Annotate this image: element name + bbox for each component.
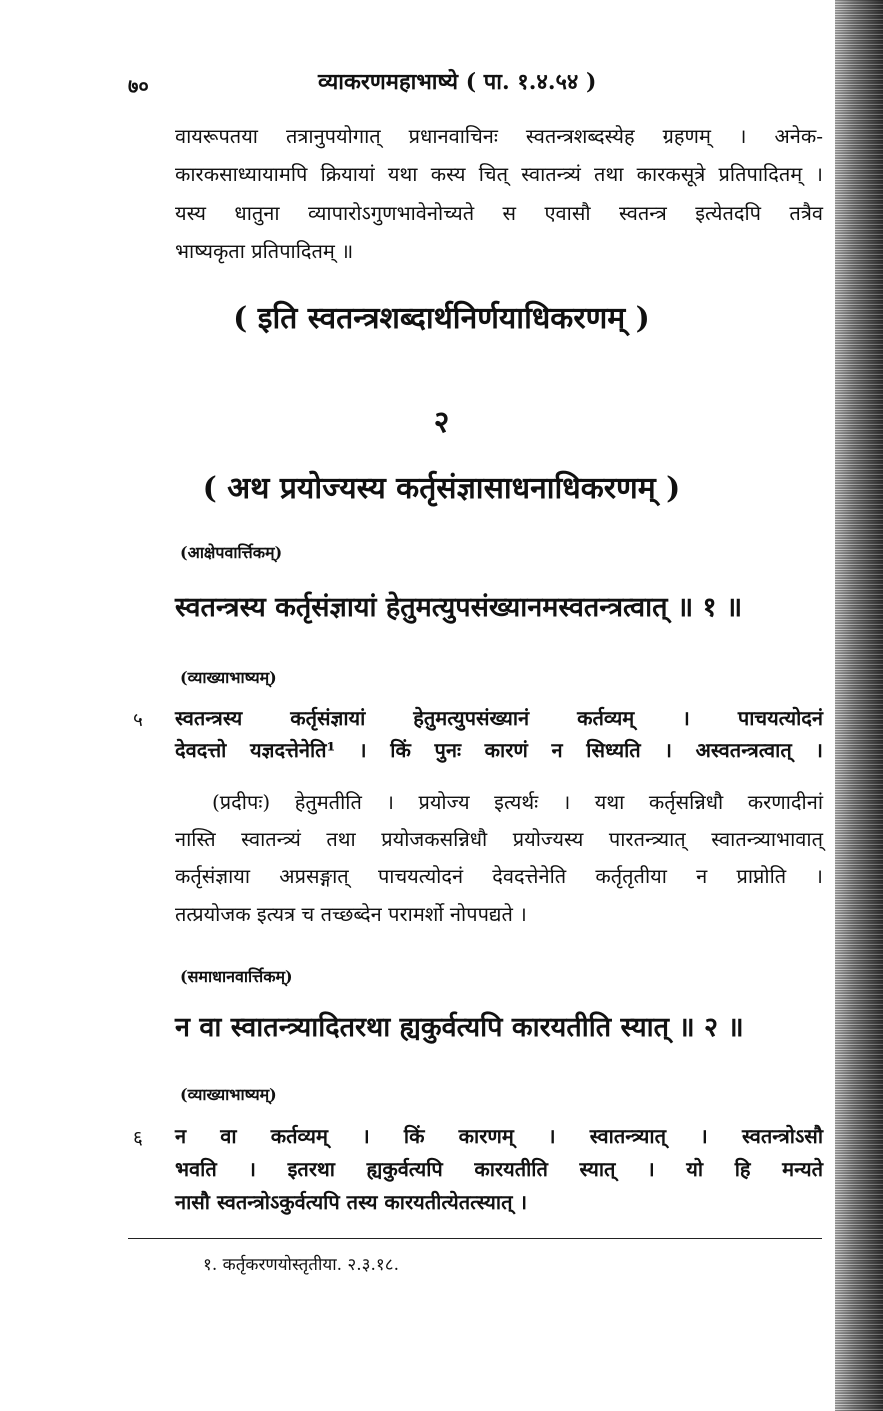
akshepa-label: (आक्षेपवार्त्तिकम्) [180,543,283,562]
bhashya-2-number: ६ [133,1127,143,1149]
bhashya-line: स्वतन्त्रस्य कर्तृसंज्ञायां हेतुमत्युपसंख्यानं कर्तव्यम् । पाचयत्योदनं [175,706,823,730]
intro-line: कारकसाध्यायामपि क्रियायां यथा कस्य चित् स्वातन्त्र्यं तथा कारकसूत्रे प्रतिपादितम् । [175,162,823,186]
bhashya-line: देवदत्तो यज्ञदत्तेनेति¹ । किं पुनः कारणं न सिध्यति । अस्वतन्त्रत्वात् । [175,738,823,762]
intro-line: यस्य धातुना व्यापारोऽगुणभावेनोच्यते स एवासौ स्वतन्त्र इत्येतदपि तत्रैव [175,201,823,225]
vartika-2: न वा स्वातन्त्र्यादितरथा ह्यकुर्वत्यपि कारयतीति स्यात् ॥ २ ॥ [175,1012,744,1043]
pradipa-line: तत्प्रयोजक इत्यत्र च तच्छब्देन परामर्शो नोपपद्यते । [175,902,527,926]
pradipa-line: कर्तृसंज्ञाया अप्रसङ्गात् पाचयत्योदनं देवदत्तेनेति कर्तृतृतीया न प्राप्नोति । [175,864,823,888]
footnote-rule [128,1238,822,1239]
pradipa-line: नास्ति स्वातन्त्र्यं तथा प्रयोजकसन्निधौ प्रयोज्यस्य पारतन्त्र्यात् स्वातन्त्र्याभावात् [175,827,823,851]
bhashya-line: भवति । इतरथा ह्यकुर्वत्यपि कारयतीति स्यात् । यो हि मन्यते [175,1157,823,1181]
section-title: ( अथ प्रयोज्यस्य कर्तृसंज्ञासाधनाधिकरणम् ) [202,471,681,506]
footnote: १. कर्तृकरणयोस्तृतीया. २.३.१८. [203,1255,399,1275]
page-edge-shadow [835,0,883,1411]
vyakhya-label-1: (व्याख्याभाष्यम्) [180,668,277,687]
vyakhya-label-2: (व्याख्याभाष्यम्) [180,1085,277,1104]
section-number: २ [433,405,450,440]
intro-line: वायरूपतया तत्रानुपयोगात् प्रधानवाचिनः स्वतन्त्रशब्दस्येह ग्रहणम् । अनेक- [175,124,823,148]
vartika-1: स्वतन्त्रस्य कर्तृसंज्ञायां हेतुमत्युपसंख्यानमस्वतन्त्रत्वात् ॥ १ ॥ [175,592,743,623]
bhashya-1-number: ५ [133,709,143,731]
pradipa-line: (प्रदीपः) हेतुमतीति । प्रयोज्य इत्यर्थः । यथा कर्तृसन्निधौ करणादीनां [212,790,823,814]
bhashya-line: नासौ स्वतन्त्रोऽकुर्वत्यपि तस्य कारयतीत्येतत्स्यात् । [175,1190,528,1214]
running-title: व्याकरणमहाभाष्ये ( पा. १.४.५४ ) [318,69,597,95]
page-number: ७० [128,74,149,98]
samadhana-label: (समाधानवार्त्तिकम्) [180,967,293,986]
intro-line: भाष्यकृता प्रतिपादितम् ॥ [175,239,354,263]
bhashya-line: न वा कर्तव्यम् । किं कारणम् । स्वातन्त्र्यात् । स्वतन्त्रोऽसौ [175,1124,823,1148]
section-end-title: ( इति स्वतन्त्रशब्दार्थनिर्णयाधिकरणम् ) [233,301,650,336]
